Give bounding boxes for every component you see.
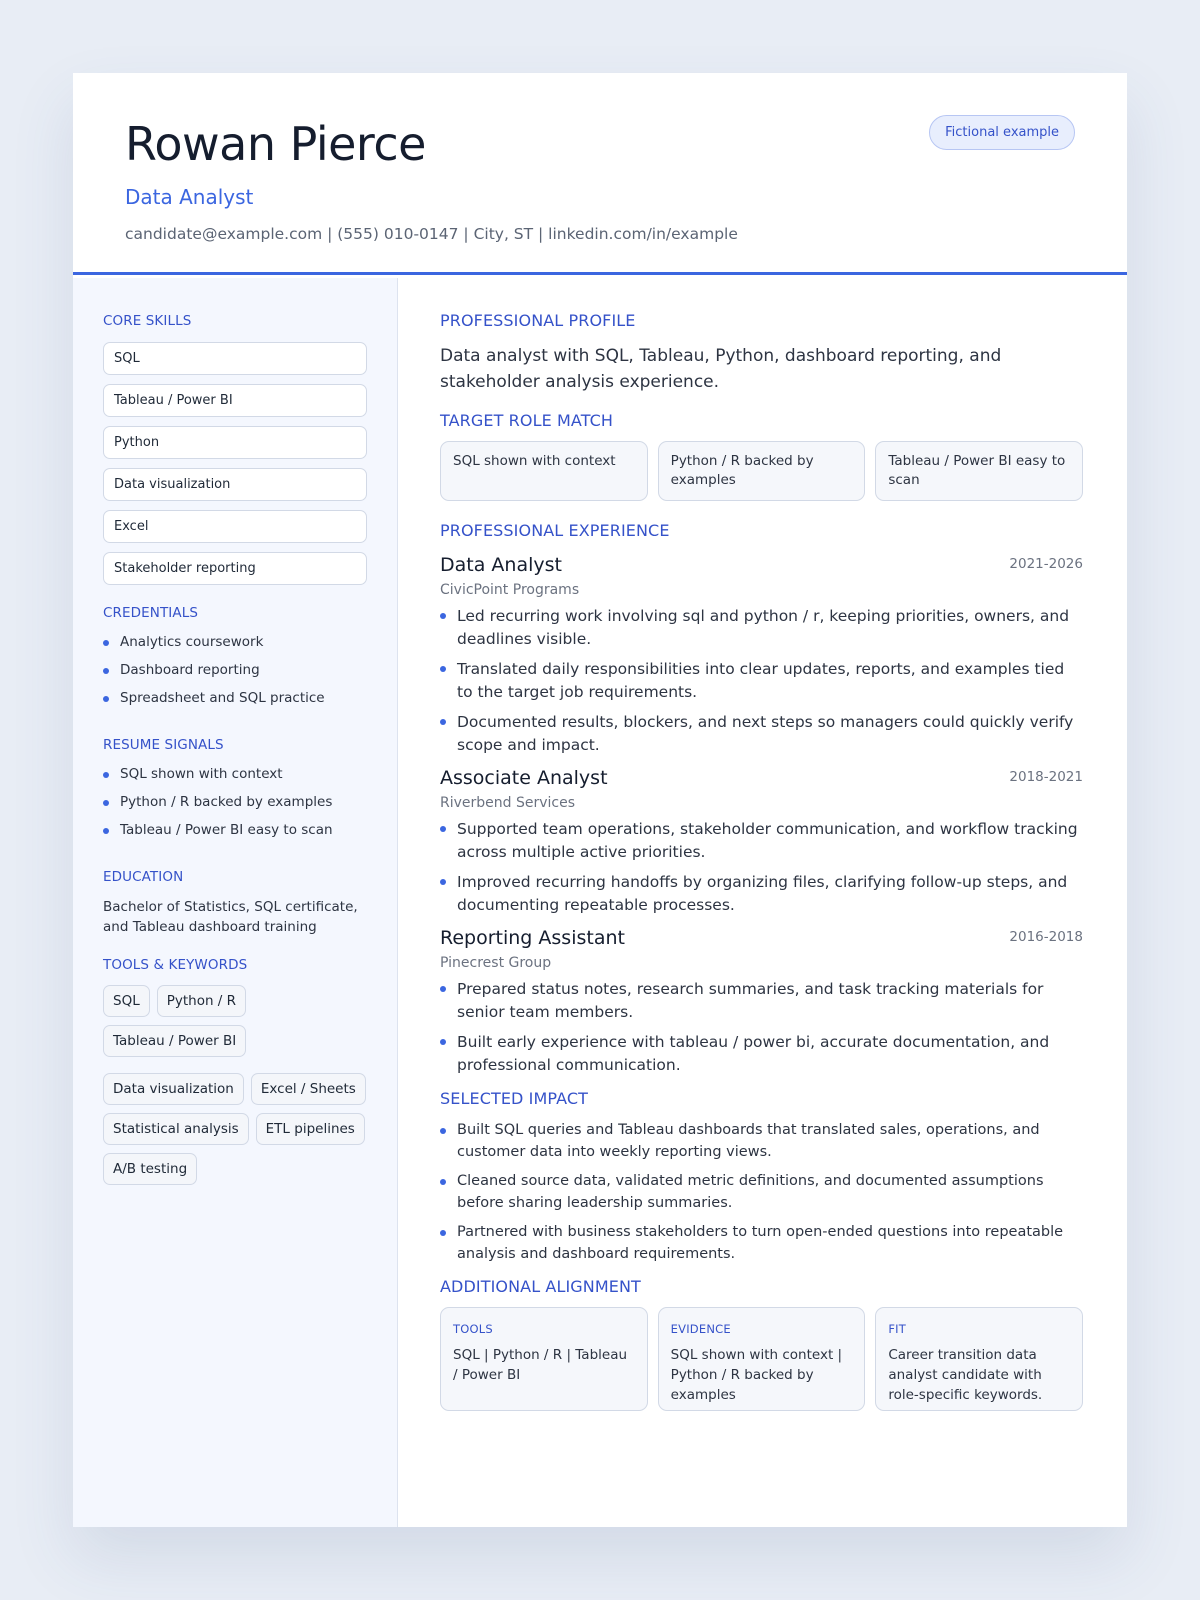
list-item: Documented results, blockers, and next steps so managers could quickly verify scope and impact.	[440, 711, 1083, 757]
list-item: Built early experience with tableau / power bi, accurate documentation, and professional communication.	[440, 1031, 1083, 1077]
job-entry	[440, 554, 1083, 757]
resume-sheet	[73, 73, 1127, 1527]
list-item: Spreadsheet and SQL practice	[103, 689, 367, 717]
job-entry	[440, 767, 1083, 917]
alignment-text: SQL | Python / R | Tableau / Power BI	[453, 1347, 628, 1383]
list-item: Translated daily responsibilities into clear updates, reports, and examples tied to the target job requirements.	[440, 658, 1083, 704]
impact-heading: SELECTED IMPACT	[440, 1089, 589, 1108]
experience-heading: PROFESSIONAL EXPERIENCE	[440, 521, 670, 540]
resume-header	[73, 73, 1127, 275]
list-item: Tableau / Power BI easy to scan	[103, 821, 367, 849]
target-card: SQL shown with context	[440, 441, 648, 501]
keyword-chip: Statistical analysis	[103, 1113, 249, 1145]
job-bullets	[440, 605, 1083, 757]
job-dates: 2016-2018	[1009, 929, 1083, 945]
list-item: Partnered with business stakeholders to turn open-ended questions into repeatable analysis and dashboard requirements.	[440, 1222, 1083, 1265]
tools-heading: TOOLS & KEYWORDS	[103, 957, 248, 973]
core-skills-heading: CORE SKILLS	[103, 313, 192, 329]
alignment-text: Career transition data analyst candidate with role-specific keywords.	[888, 1347, 1043, 1403]
skill-item: Tableau / Power BI	[103, 384, 367, 417]
skill-item: Stakeholder reporting	[103, 552, 367, 585]
list-item: Built SQL queries and Tableau dashboards that translated sales, operations, and customer data into weekly reporting views.	[440, 1120, 1083, 1163]
contact-line: candidate@example.com | (555) 010-0147 | City, ST | linkedin.com/in/example	[125, 225, 738, 243]
target-role-cards	[440, 441, 1083, 501]
job-dates: 2021-2026	[1009, 556, 1083, 572]
list-item: Cleaned source data, validated metric definitions, and documented assumptions before sharing leadership summaries.	[440, 1171, 1083, 1214]
job-title: Reporting Assistant	[440, 927, 625, 949]
tools-keywords	[103, 985, 373, 1185]
keyword-chip: ETL pipelines	[256, 1113, 365, 1145]
resume-signals-list	[103, 765, 367, 849]
impact-list	[440, 1120, 1083, 1265]
skill-item: SQL	[103, 342, 367, 375]
skill-item: Excel	[103, 510, 367, 543]
job-title: Data Analyst	[440, 554, 562, 576]
keyword-chip: Python / R	[157, 985, 246, 1017]
job-company: Pinecrest Group	[440, 955, 552, 971]
list-item: SQL shown with context	[103, 765, 367, 793]
keyword-chip: Data visualization	[103, 1073, 244, 1105]
education-heading: EDUCATION	[103, 869, 184, 885]
fictional-example-badge: Fictional example	[929, 115, 1075, 150]
credentials-list	[103, 633, 367, 717]
alignment-cards	[440, 1307, 1083, 1411]
keyword-chip: Tableau / Power BI	[103, 1025, 246, 1057]
candidate-name: Rowan Pierce	[125, 117, 426, 171]
list-item: Led recurring work involving sql and python / r, keeping priorities, owners, and deadlines visible.	[440, 605, 1083, 651]
job-bullets	[440, 978, 1083, 1077]
alignment-label: FIT	[888, 1322, 906, 1336]
keyword-chip: Excel / Sheets	[251, 1073, 366, 1105]
sidebar	[73, 278, 398, 1527]
core-skills-list	[103, 342, 367, 585]
resume-signals-heading: RESUME SIGNALS	[103, 737, 224, 753]
job-entry	[440, 927, 1083, 1077]
education-text: Bachelor of Statistics, SQL certificate, and Tableau dashboard training	[103, 899, 358, 935]
main-content	[440, 278, 1083, 1411]
target-card: Python / R backed by examples	[658, 441, 866, 501]
alignment-text: SQL shown with context | Python / R backed by examples	[670, 1347, 843, 1403]
profile-heading: PROFESSIONAL PROFILE	[440, 311, 636, 330]
list-item: Improved recurring handoffs by organizing files, clarifying follow-up steps, and documenting repeatable processes.	[440, 871, 1083, 917]
profile-text: Data analyst with SQL, Tableau, Python, dashboard reporting, and stakeholder analysis experience.	[440, 346, 1002, 392]
keyword-chip: A/B testing	[103, 1153, 197, 1185]
list-item: Analytics coursework	[103, 633, 367, 661]
skill-item: Data visualization	[103, 468, 367, 501]
job-title: Associate Analyst	[440, 767, 608, 789]
list-item: Dashboard reporting	[103, 661, 367, 689]
alignment-heading: ADDITIONAL ALIGNMENT	[440, 1277, 641, 1296]
target-role-heading: TARGET ROLE MATCH	[440, 411, 614, 430]
job-company: CivicPoint Programs	[440, 582, 580, 598]
list-item: Supported team operations, stakeholder communication, and workflow tracking across multiple active priorities.	[440, 818, 1083, 864]
job-bullets	[440, 818, 1083, 917]
job-company: Riverbend Services	[440, 795, 576, 811]
credentials-heading: CREDENTIALS	[103, 605, 199, 621]
skill-item: Python	[103, 426, 367, 459]
list-item: Prepared status notes, research summaries, and task tracking materials for senior team members.	[440, 978, 1083, 1024]
keyword-chip: SQL	[103, 985, 150, 1017]
alignment-card	[875, 1307, 1083, 1411]
list-item: Python / R backed by examples	[103, 793, 367, 821]
alignment-card	[658, 1307, 866, 1411]
alignment-card	[440, 1307, 648, 1411]
target-card: Tableau / Power BI easy to scan	[875, 441, 1083, 501]
alignment-label: TOOLS	[453, 1322, 493, 1336]
job-dates: 2018-2021	[1009, 769, 1083, 785]
candidate-role: Data Analyst	[125, 185, 254, 209]
alignment-label: EVIDENCE	[670, 1322, 731, 1336]
